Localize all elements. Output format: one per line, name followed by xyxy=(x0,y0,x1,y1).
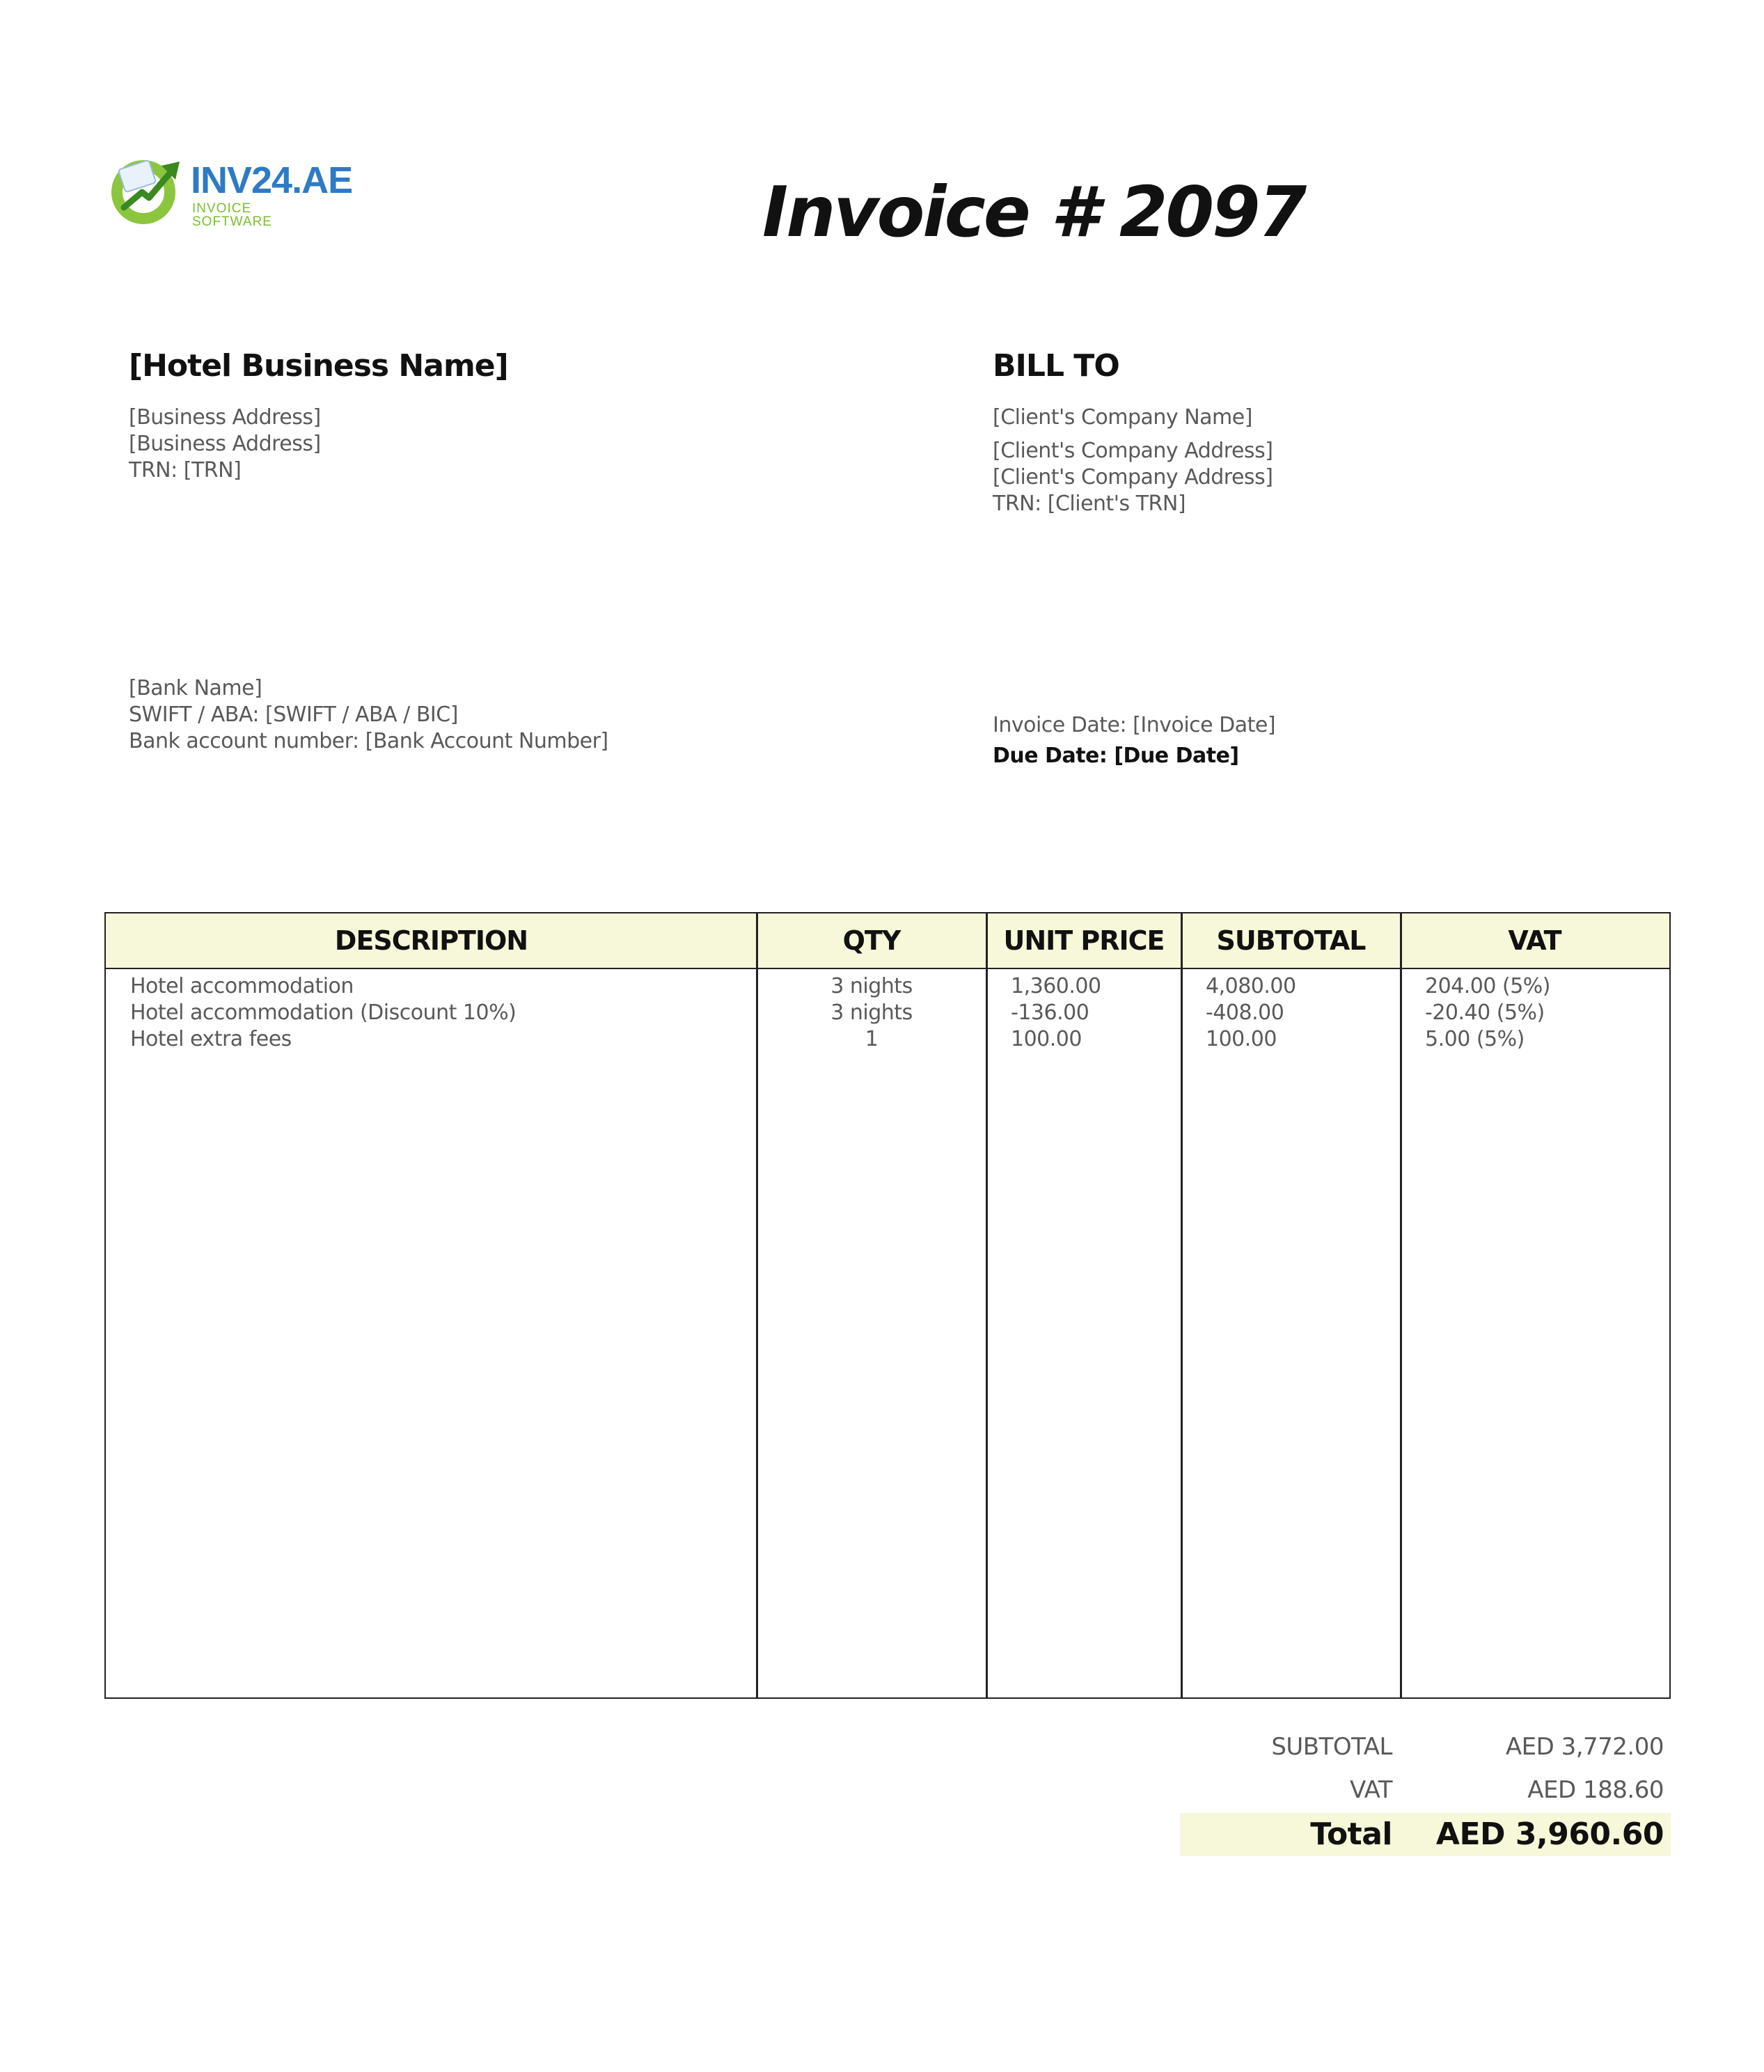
seller-trn: TRN: [TRN] xyxy=(129,458,242,482)
client-address-line2: [Client's Company Address] xyxy=(993,465,1273,489)
item-subtotal: -408.00 xyxy=(1206,1000,1284,1025)
vat-label: VAT xyxy=(1350,1776,1392,1804)
seller-address-line2: [Business Address] xyxy=(129,432,321,456)
company-logo xyxy=(109,152,353,229)
client-trn: TRN: [Client's TRN] xyxy=(993,492,1186,516)
item-subtotal: 4,080.00 xyxy=(1206,974,1296,998)
client-company-name: [Client's Company Name] xyxy=(993,405,1252,430)
table-row xyxy=(106,1026,1669,1053)
column-header-qty: QTY xyxy=(842,925,901,956)
bank-name: [Bank Name] xyxy=(129,676,262,700)
column-header-vat: VAT xyxy=(1508,925,1561,956)
item-unit-price: 100.00 xyxy=(1011,1027,1082,1051)
client-address-line1: [Client's Company Address] xyxy=(993,439,1273,463)
seller-details xyxy=(129,405,321,484)
item-vat: 204.00 (5%) xyxy=(1425,974,1551,998)
client-details xyxy=(993,405,1273,517)
item-description: Hotel accommodation (Discount 10%) xyxy=(130,1000,517,1025)
column-header-description: DESCRIPTION xyxy=(334,925,528,956)
item-vat: -20.40 (5%) xyxy=(1425,1000,1545,1025)
total-row xyxy=(1180,1813,1671,1856)
bill-to-heading: BILL TO xyxy=(993,348,1119,384)
item-unit-price: 1,360.00 xyxy=(1011,974,1101,998)
item-vat: 5.00 (5%) xyxy=(1425,1027,1525,1051)
vat-value: AED 188.60 xyxy=(1527,1776,1664,1804)
invoice-title: Invoice # 2097 xyxy=(762,171,1305,253)
logo-tagline: INVOICE SOFTWARE xyxy=(192,201,272,229)
subtotal-label: SUBTOTAL xyxy=(1271,1733,1392,1761)
column-header-unit-price: UNIT PRICE xyxy=(1003,925,1165,956)
seller-address-line1: [Business Address] xyxy=(129,405,321,430)
bank-details xyxy=(129,675,608,755)
item-qty: 3 nights xyxy=(830,1000,913,1025)
item-qty: 3 nights xyxy=(830,974,913,998)
seller-name: [Hotel Business Name] xyxy=(129,348,508,384)
bank-swift: SWIFT / ABA: [SWIFT / ABA / BIC] xyxy=(129,703,458,727)
invoice-date: Invoice Date: [Invoice Date] xyxy=(993,713,1276,737)
vat-row xyxy=(1180,1768,1671,1812)
item-description: Hotel extra fees xyxy=(130,1027,292,1051)
bank-account: Bank account number: [Bank Account Number] xyxy=(129,729,608,753)
invoice-dates xyxy=(993,710,1275,771)
table-row xyxy=(106,1000,1669,1026)
logo-name: INV24.AE xyxy=(191,159,353,201)
item-unit-price: -136.00 xyxy=(1011,1000,1089,1025)
item-subtotal: 100.00 xyxy=(1206,1027,1277,1051)
table-header xyxy=(106,913,1669,969)
total-value: AED 3,960.60 xyxy=(1435,1816,1664,1852)
total-label: Total xyxy=(1310,1816,1392,1852)
item-qty: 1 xyxy=(865,1027,879,1051)
table-row xyxy=(106,973,1669,1000)
logo-arrow-icon xyxy=(109,152,187,227)
subtotal-row xyxy=(1180,1725,1671,1768)
line-items-table xyxy=(104,912,1671,1699)
column-header-subtotal: SUBTOTAL xyxy=(1216,925,1366,956)
due-date: Due Date: [Due Date] xyxy=(993,744,1239,768)
item-description: Hotel accommodation xyxy=(130,974,354,998)
subtotal-value: AED 3,772.00 xyxy=(1505,1733,1664,1761)
